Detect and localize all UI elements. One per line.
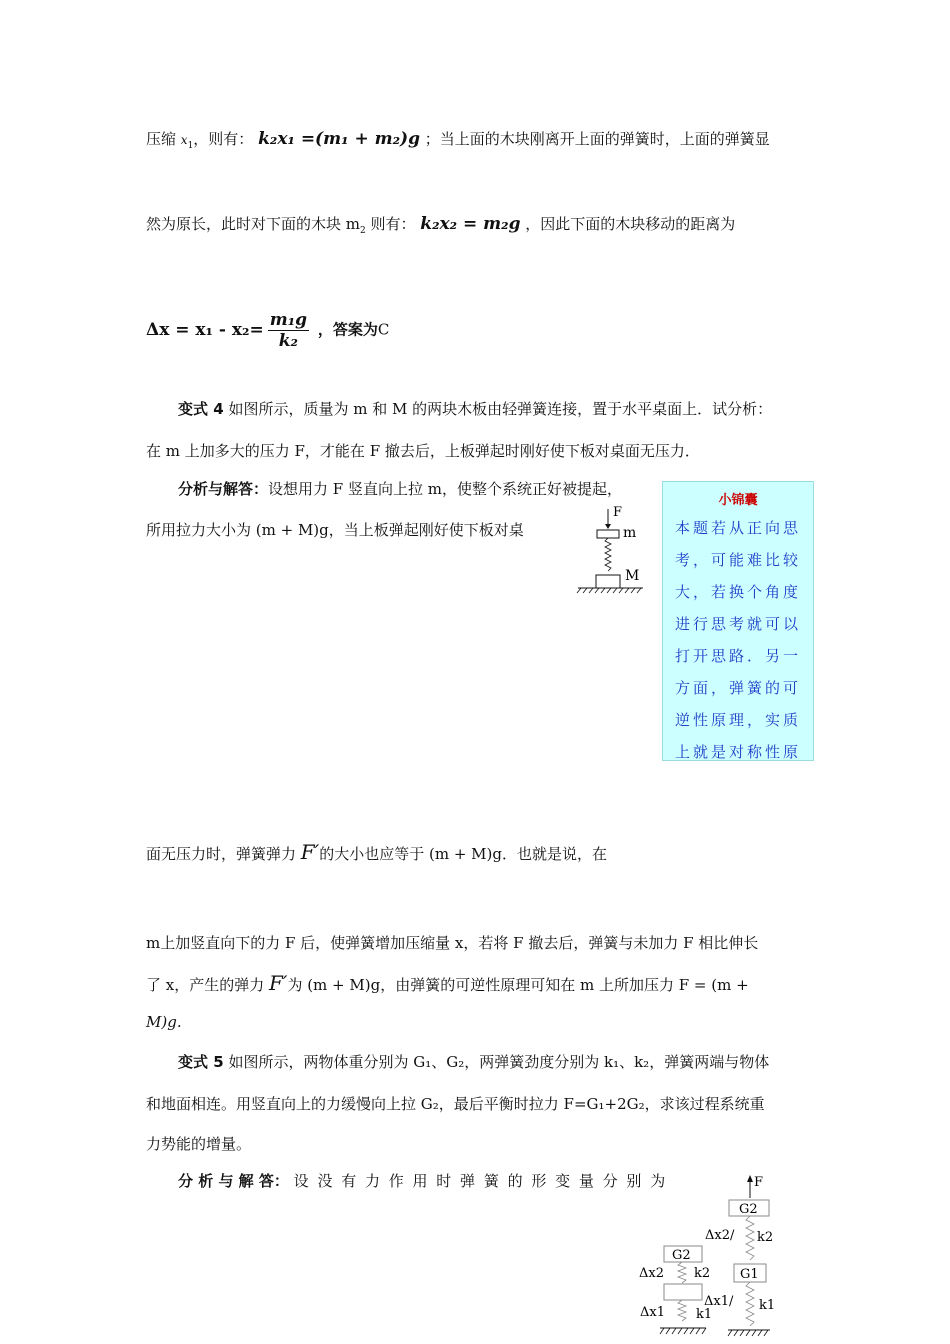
para-line-5c <box>146 1013 182 1031</box>
force-label: F <box>754 1175 764 1190</box>
equation-lhs: Δx = x₁ - x₂= <box>146 319 264 340</box>
text: 如图所示，两物体重分别为 G₁、G₂，两弹簧劲度分别为 k₁、k₂，弹簧两端与物体 <box>228 1053 770 1071</box>
force-F-prime: F′ <box>300 840 320 864</box>
denominator: k₂ <box>278 331 298 351</box>
text: 在 m 上加多大的压力 F，才能在 F 撤去后，上板弹起时刚好使下板对桌面无压力． <box>146 442 700 460</box>
v5-line-1 <box>178 1051 769 1072</box>
para-line-2 <box>146 213 735 236</box>
answer-prefix: ，答案为 <box>317 320 378 339</box>
force-label: F <box>613 505 623 520</box>
text: 的大小也应等于 (m + M)g．也就是说，在 <box>319 845 607 863</box>
tip-line: 上就是对称性原 <box>675 743 802 761</box>
g2-left-label: G2 <box>672 1248 691 1263</box>
text: 然为原长，此时对下面的木块 m <box>146 215 360 233</box>
tip-line: 本题若从正向思 <box>675 519 802 537</box>
k2-right-label: k2 <box>757 1230 774 1245</box>
v4-line-1 <box>178 398 772 419</box>
para-line-5a <box>146 932 758 953</box>
k1-right-label: k1 <box>759 1298 776 1313</box>
text: ，因此下面的木块移动的距离为 <box>525 215 736 233</box>
answer-value: C <box>377 320 390 339</box>
k2-left-label: k2 <box>694 1266 711 1281</box>
text: ，则有： <box>193 130 254 148</box>
tip-line: 考，可能难比较 <box>675 551 802 569</box>
g1-right-label: G1 <box>740 1267 759 1282</box>
tip-line: 打开思路．另一 <box>675 647 802 665</box>
tip-line: 逆性原理，实质 <box>675 711 802 729</box>
para-line-5b <box>146 971 749 995</box>
dx1-prime-label: Δx1/ <box>704 1294 734 1309</box>
text: 和地面相连。用竖直向上的力缓慢向上拉 G₂，最后平衡时拉力 F=G₁+2G₂，求该过程系统重 <box>146 1095 765 1113</box>
fraction <box>268 310 309 351</box>
text: 压缩 <box>146 130 181 148</box>
equation: k₂x₂ = m₂g <box>420 214 521 234</box>
text: ；当上面的木块刚离开上面的弹簧时，上面的弹簧显 <box>424 130 770 148</box>
analysis-label: 分析与解答： <box>178 480 269 498</box>
g2-right-label: G2 <box>739 1202 758 1217</box>
dx2-prime-label: Δx2/ <box>705 1228 735 1243</box>
tip-title: 小锦囊 <box>718 493 758 508</box>
para-line-1 <box>146 128 770 151</box>
v5-line-3 <box>146 1133 251 1154</box>
v5-label: 变式 5 <box>178 1053 224 1071</box>
tip-body <box>663 512 813 768</box>
dx1-label: Δx1 <box>640 1305 665 1320</box>
spring-board-figure <box>575 503 647 595</box>
text: 力势能的增量。 <box>146 1135 252 1153</box>
k1-left-label: k1 <box>696 1307 713 1322</box>
sub: 2 <box>360 226 366 236</box>
para-line-3 <box>146 310 389 351</box>
force-F-prime: F′ <box>269 971 288 995</box>
mass-M-label: M <box>625 568 640 584</box>
text: 设 没 有 力 作 用 时 弹 簧 的 形 变 量 分 别 为 <box>293 1172 668 1190</box>
var-x: x <box>180 133 188 147</box>
para-line-4 <box>146 840 607 864</box>
text: 所用拉力大小为 (m + M)g，当上板弹起刚好使下板对桌 <box>146 521 524 539</box>
v5-line-2 <box>146 1093 765 1114</box>
equation: k₂x₁ =(m₁ + m₂)g <box>258 129 420 149</box>
analysis-1-line-2 <box>146 519 524 540</box>
text: 则有： <box>365 215 416 233</box>
analysis-1-line-1 <box>178 478 622 499</box>
text: M)g. <box>146 1013 182 1031</box>
text: 设想用力 F 竖直向上拉 m，使整个系统正好被提起， <box>268 480 622 498</box>
v4-label: 变式 4 <box>178 400 224 418</box>
tip-box <box>662 481 814 761</box>
dx2-label: Δx2 <box>639 1266 664 1281</box>
numerator: m₁g <box>269 310 308 330</box>
analysis-label: 分 析 与 解 答： <box>178 1172 289 1190</box>
tip-line: 大，若换个角度 <box>675 583 802 601</box>
sub: 1 <box>187 141 194 151</box>
text: 如图所示，质量为 m 和 M 的两块木板由轻弹簧连接，置于水平桌面上．试分析： <box>228 400 773 418</box>
tip-line: 进行思考就可以 <box>675 615 802 633</box>
mass-m-label: m <box>623 525 637 541</box>
text: 面无压力时，弹簧弹力 <box>146 845 301 863</box>
text: 了 x，产生的弹力 <box>146 976 269 994</box>
two-spring-figure <box>636 1170 786 1340</box>
analysis-2-line <box>178 1170 667 1191</box>
text: m上加竖直向下的力 F 后，使弹簧增加压缩量 x，若将 F 撤去后，弹簧与未加力 F 相比伸长 <box>146 934 759 952</box>
tip-line: 方面，弹簧的可 <box>675 679 802 697</box>
text: 为 (m + M)g，由弹簧的可逆性原理可知在 m 上所加压力 F = (m + <box>287 976 749 994</box>
v4-line-2 <box>146 440 700 461</box>
